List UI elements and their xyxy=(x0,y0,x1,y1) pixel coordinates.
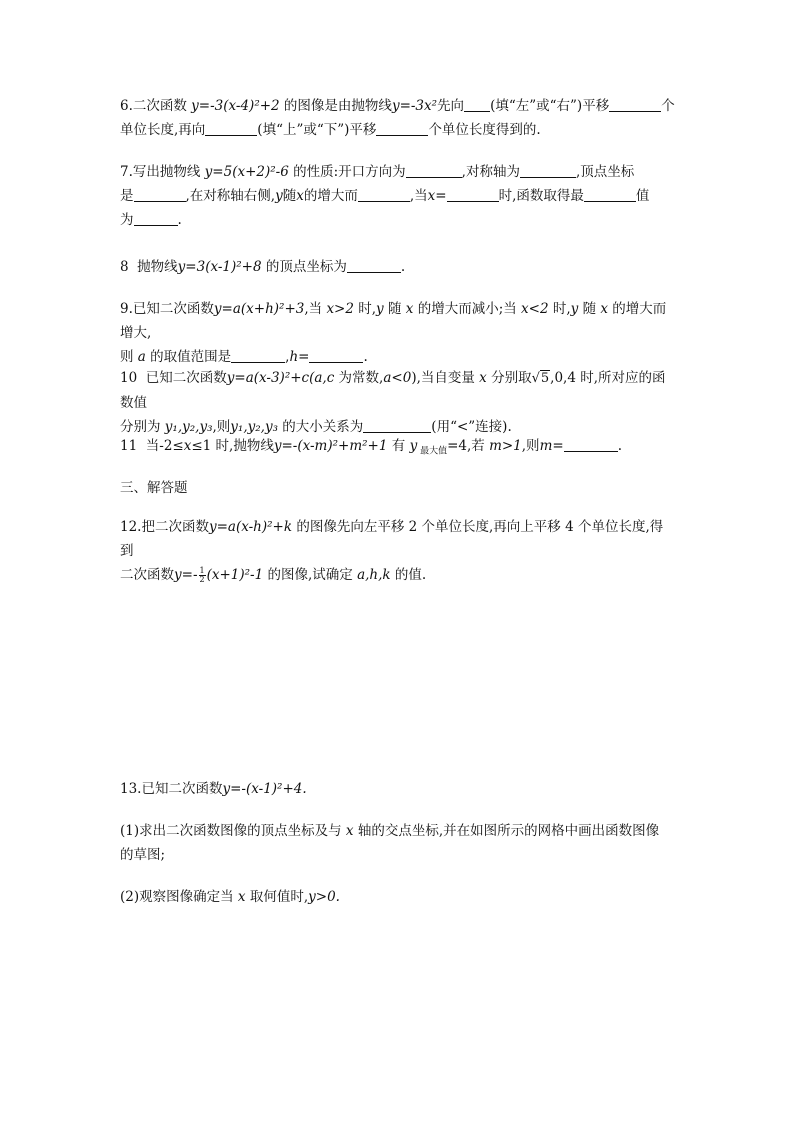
q9-text: 的增大而减小;当 xyxy=(413,301,522,317)
q13-condition: y>0. xyxy=(308,889,340,905)
q12-text: 12.把二次函数 xyxy=(120,519,209,535)
q9-var-a: a xyxy=(137,349,146,365)
q9-var-y: y xyxy=(376,301,384,317)
q10-values: y₁,y₂,y₃ xyxy=(164,419,213,435)
q7-text: 时,函数取得最 xyxy=(498,188,584,204)
answer-blank[interactable] xyxy=(347,258,401,273)
q12-equation: y=a(x-h)²+k xyxy=(208,519,293,535)
q10-text: (用“<”连接). xyxy=(431,419,512,435)
q11-text: ,则 xyxy=(521,438,540,454)
q9-text: 则 xyxy=(120,349,138,365)
question-6 xyxy=(120,94,676,142)
answer-blank[interactable] xyxy=(134,187,186,202)
q12-equation-2: y=- xyxy=(174,567,198,583)
q10-text: 为常数, xyxy=(334,370,384,386)
q9-var-y: y xyxy=(570,301,579,317)
q11-equation: y=-(x-m)²+m²+1 xyxy=(273,438,388,454)
q11-var-x: x xyxy=(183,438,192,454)
q13-equation: y=-(x-1)²+4. xyxy=(222,781,307,797)
q12-text: 二次函数 xyxy=(120,567,174,583)
q9-var-x: x xyxy=(405,301,414,317)
q10-equation: y=a(x-3)²+c(a,c xyxy=(226,370,335,386)
q9-condition: x<2 xyxy=(521,301,549,317)
q6-text: 单位长度,再向 xyxy=(120,122,206,138)
question-12 xyxy=(120,515,676,587)
q11-condition: m>1 xyxy=(489,438,522,454)
q10-condition: a<0 xyxy=(383,370,412,386)
q11-text: 有 xyxy=(387,438,410,454)
q10-text: 10 已知二次函数 xyxy=(120,370,227,386)
question-13-part-1 xyxy=(120,819,676,867)
q8-text: 8 抛物线 xyxy=(120,259,178,275)
q7-text: ,在对称轴右侧, xyxy=(185,188,276,204)
q7-text: 的增大而 xyxy=(303,188,358,204)
question-13 xyxy=(120,777,676,801)
q6-text: 个单位长度得到的. xyxy=(428,122,541,138)
q9-text: 的取值范围是 xyxy=(145,349,232,365)
answer-blank[interactable] xyxy=(609,97,661,112)
q13-part1-text: 轴的交点坐标,并在如图所示的网格中画出函数图像 xyxy=(353,823,660,839)
question-13-part-2 xyxy=(120,885,676,909)
q12-equation-2: (x+1)²-1 xyxy=(206,567,264,583)
q13-var-x: x xyxy=(345,823,354,839)
q13-part2-text: 取何值时, xyxy=(245,889,309,905)
q7-text: ,当 xyxy=(409,188,428,204)
q9-var-h: h= xyxy=(289,349,310,365)
q13-part1-text: 的草图; xyxy=(120,847,166,863)
answer-blank[interactable] xyxy=(376,121,428,136)
q7-text: 为 xyxy=(120,212,134,228)
q8-text: 的顶点坐标为 xyxy=(261,259,347,275)
q9-text: 的增大而增大, xyxy=(120,301,667,341)
q6-text: (填“上”或“下”)平移 xyxy=(257,122,377,138)
section-heading xyxy=(120,476,676,500)
q8-equation: y=3(x-1)²+8 xyxy=(177,259,262,275)
q9-text: 时, xyxy=(548,301,571,317)
q10-text: 分别取 xyxy=(486,370,532,386)
answer-blank[interactable] xyxy=(584,187,636,202)
q9-text: . xyxy=(363,349,368,365)
answer-blank[interactable] xyxy=(406,163,462,178)
question-8 xyxy=(120,255,676,279)
q9-text: 9.已知二次函数 xyxy=(120,301,214,317)
q7-text: . xyxy=(177,212,182,228)
q9-text: 时, xyxy=(353,301,377,317)
q12-vars: a,h,k xyxy=(357,567,391,583)
q10-text: 的大小关系为 xyxy=(278,419,364,435)
q9-condition: x>2 xyxy=(326,301,354,317)
answer-blank[interactable] xyxy=(358,187,410,202)
q9-var-x: x xyxy=(600,301,609,317)
q12-text: 的图像先向左平移 2 个单位长度,再向上平移 4 个单位长度,得到 xyxy=(120,519,664,559)
q11-var-m: m= xyxy=(539,438,564,454)
answer-blank[interactable] xyxy=(363,418,431,433)
q6-text: 6.二次函数 xyxy=(120,98,192,114)
q6-text: (填“左”或“右”)平移 xyxy=(490,98,610,114)
q12-text: 的图像,试确定 xyxy=(263,567,358,583)
question-11 xyxy=(120,434,676,458)
q7-text: 随 xyxy=(282,188,297,204)
q9-equation: y=a(x+h)²+3 xyxy=(213,301,305,317)
q9-text: ,当 xyxy=(304,301,327,317)
fraction xyxy=(199,567,206,584)
q7-text: 值 xyxy=(635,188,650,204)
q11-text: . xyxy=(617,438,622,454)
q11-text: ≤1 时,抛物线 xyxy=(191,438,274,454)
q10-text: 分别为 xyxy=(120,419,165,435)
q6-text: 先向 xyxy=(437,98,465,114)
answer-blank[interactable] xyxy=(309,348,363,363)
q7-text: 是 xyxy=(120,188,134,204)
q7-var-y: y xyxy=(275,188,283,204)
q13-part2-text: (2)观察图像确定当 xyxy=(120,889,238,905)
q10-text: ,则 xyxy=(212,419,231,435)
q9-text: 随 xyxy=(578,301,601,317)
q11-subscript: 最大值 xyxy=(417,446,448,457)
answer-blank[interactable] xyxy=(447,187,499,202)
q6-equation-1: y=-3(x-4)²+2 xyxy=(191,98,280,114)
answer-blank[interactable] xyxy=(520,163,576,178)
q7-text: 的性质:开口方向为 xyxy=(288,164,406,180)
question-7 xyxy=(120,160,676,232)
q10-values: y₁,y₂,y₃ xyxy=(230,419,278,435)
q11-text: =4,若 xyxy=(447,438,490,454)
q13-var-x: x xyxy=(237,889,246,905)
answer-blank[interactable] xyxy=(134,211,178,226)
q7-equation: y=5(x+2)²-6 xyxy=(204,164,289,180)
q11-text: 11 当-2≤ xyxy=(120,438,184,454)
q9-text: 随 xyxy=(383,301,406,317)
q10-text: ),当自变量 xyxy=(411,370,480,386)
q6-text: 个 xyxy=(661,98,675,114)
q7-text: ,对称轴为 xyxy=(461,164,520,180)
q10-var-x: x xyxy=(479,370,487,386)
q8-text: . xyxy=(400,259,406,275)
answer-blank[interactable] xyxy=(564,437,618,452)
q12-text: 的值. xyxy=(390,567,427,583)
sqrt-symbol: √5 xyxy=(531,371,550,386)
q10-text: ,0,4 时,所对应的函数值 xyxy=(120,370,666,411)
q7-text: 7.写出抛物线 xyxy=(120,164,205,180)
question-10 xyxy=(120,366,676,439)
fraction-denominator: 2 xyxy=(199,575,205,584)
q13-text: 13.已知二次函数 xyxy=(120,781,223,797)
answer-blank[interactable] xyxy=(464,97,490,112)
fraction-numerator: 1 xyxy=(199,566,205,575)
q9-text: , xyxy=(285,349,290,365)
q6-equation-2: y=-3x² xyxy=(391,98,438,114)
q13-part1-text: (1)求出二次函数图像的顶点坐标及与 xyxy=(120,823,346,839)
q6-text: 的图像是由抛物线 xyxy=(279,98,392,114)
answer-blank[interactable] xyxy=(231,348,285,363)
q11-var-y: y xyxy=(409,438,418,454)
question-9 xyxy=(120,297,676,369)
sqrt-radicand: 5 xyxy=(540,371,550,386)
q7-text: ,顶点坐标 xyxy=(575,164,635,180)
q7-var-x: x xyxy=(296,188,304,204)
q7-var-x: x= xyxy=(427,188,447,204)
answer-blank[interactable] xyxy=(205,121,257,136)
section-title: 三、解答题 xyxy=(120,480,188,496)
